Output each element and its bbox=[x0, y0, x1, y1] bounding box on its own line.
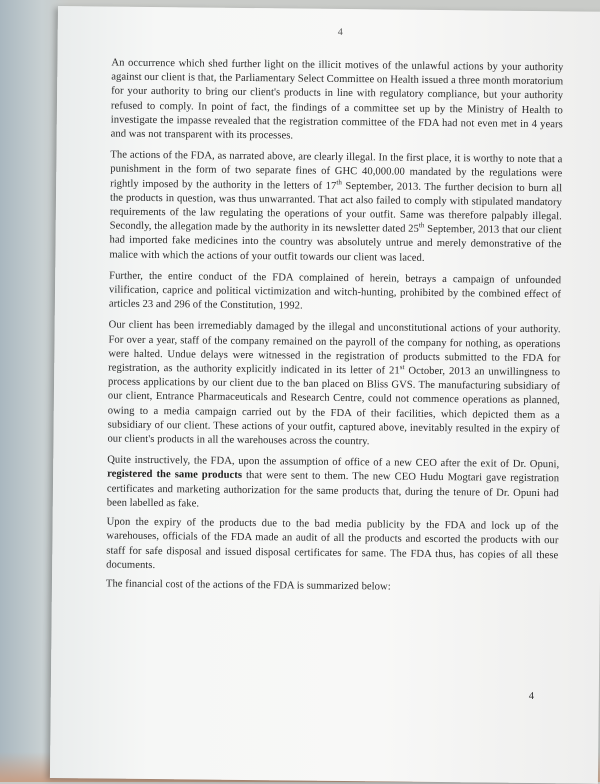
paragraph-damages: Our client has been irremediably damaged by the illegal and unconstitutional actions of your authority. For over a year, staff of the company remained on the payroll of the company for nothing, as operations were halted. Undue delays were witnessed in the registration of products submitted to the FDA for registration, as the authority explicitly indicated in its letter of 21st October, 2013 an unwillingness to process applications by our client due to the ban placed on Bliss GVS. The manufacturing subsidiary of our client, Entrance Pharmaceuticals and Research Centre, could not commence operations as planned, owing to a media campaign carried out by the FDA of their facilities, which depicted them as a subsidiary of our client. These actions of your outfit, captured above, inevitably resulted in the expiry of our client's products in all the warehouses across the country. bbox=[107, 320, 561, 448]
paragraph-vilification: Further, the entire conduct of the FDA complained of herein, betrays a campaign of unfounded vilification, caprice and political victimization and witch-hunting, prohibited by the combined effect of articles 23 and 296 of the Constitution, 1992. bbox=[108, 270, 562, 312]
document-page bbox=[50, 6, 600, 784]
paragraph-moratorium: An occurrence which shed further light on the illicit motives of the unlawful actions by your authority against our client is that, the Parliamentary Select Committee on Health issued a three month moratorium for your authority to bring our client's products in line with regulatory compliance, but your authority refused to comply. In point of fact, the findings of a committee set up by the Ministry of Health to investigate the impasse revealed that the registration committee of the FDA had not even met in 4 years and was not transparent with its processes. bbox=[110, 57, 564, 142]
paragraph-new-ceo: Quite instructively, the FDA, upon the assumption of office of a new CEO after the exit of Dr. Opuni, registered the same products that were sent to them. The new CEO Hudu Mogtari gave registration certificates and marketing authorization for the same products that, during the tenure of Dr. Opuni had been labelled as fake. bbox=[106, 454, 560, 510]
document-body bbox=[106, 57, 564, 604]
paragraph-disposal: Upon the expiry of the products due to the bad media publicity by the FDA and lock up of the warehouses, officials of the FDA made an audit of all the products and escorted the products with our staff for safe disposal and issued disposal certificates for same. The FDA thus, has copies of all these documents. bbox=[106, 516, 559, 571]
bold-registered-products: registered the same products bbox=[107, 469, 243, 482]
page-marker: 4 bbox=[337, 26, 343, 38]
page-number: 4 bbox=[528, 690, 535, 703]
paragraph-financial-cost: The financial cost of the actions of the FDA is summarized below: bbox=[105, 578, 391, 593]
paragraph-illegal-actions: The actions of the FDA, as narrated above, are clearly illegal. In the first place, it is worthy to note that a punishment in the form of two separate fines of GHC 40,000.00 mandated by the regulations were rightly imposed by the authority in the letters of 17th September, 2013. The further decision to burn all the products in question, was thus unwarranted. That act also failed to comply with stipulated mandatory requirements of the law regulating the operations of your outfit. Same was therefore palpably illegal. Secondly, the allegation made by the authority in its newsletter dated 25th September, 2013 that our client had imported fake medicines into the country was absolutely untrue and merely demonstrative of the malice with which the actions of your outfit towards our client was laced. bbox=[109, 149, 563, 264]
